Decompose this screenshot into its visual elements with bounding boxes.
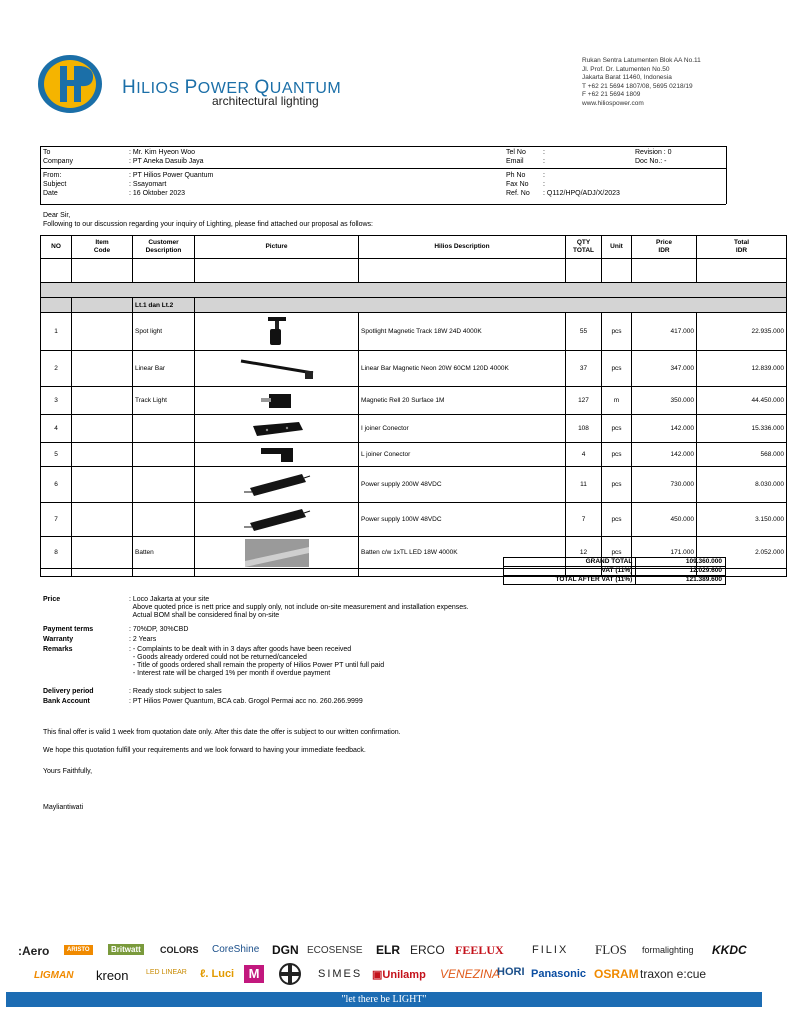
company-address [582, 57, 701, 108]
from-value: : PT Hilios Power Quantum [129, 172, 214, 179]
brand-traxon: traxon e:cue [640, 967, 707, 981]
cell-desc: Batten c/w 1xTL LED 18W 4000K [359, 537, 566, 569]
table-row [41, 351, 787, 387]
cell-code [72, 313, 133, 351]
cell-customer: Spot light [133, 313, 195, 351]
brand-emblem-icon [278, 962, 302, 986]
brand-erco: ERCO [410, 943, 445, 957]
cell-customer [133, 467, 195, 503]
vat-value: 12.029.600 [636, 567, 726, 576]
brand-feelux: FEELUX [455, 943, 504, 957]
cell-unit: pcs [602, 415, 632, 443]
brand-formalighting: formalighting [642, 945, 694, 955]
doc-no: Doc No.: - [635, 158, 667, 165]
power-supply-icon [242, 470, 312, 500]
remark-line: - Title of goods ordered shall remain the property of Hilios Power PT until full paid [129, 662, 385, 669]
brand-osram: OSRAM [594, 967, 639, 981]
footer-slogan-bar: "let there be LIGHT" [6, 992, 762, 1007]
cell-price: 450.000 [632, 503, 697, 537]
telno-label: Tel No [506, 149, 526, 156]
brand-aero: :Aero [18, 944, 50, 958]
cell-code [72, 443, 133, 467]
remarks-list [129, 646, 384, 678]
remark-line: - Goods already ordered could not be returned/canceled [129, 654, 307, 661]
divider [726, 146, 727, 204]
address-line: Rukan Sentra Latumenten Blok AA No.11 [582, 57, 701, 64]
cell-unit: pcs [602, 443, 632, 467]
col-price: Price IDR [632, 236, 697, 259]
cell-code [72, 467, 133, 503]
address-line: Jl. Prof. Dr. Latumenten No.50 [582, 65, 670, 73]
cell-desc: L joiner Conector [359, 443, 566, 467]
cell-unit: pcs [602, 537, 632, 569]
cell-qty: 7 [566, 503, 602, 537]
delivery-value: : Ready stock subject to sales [129, 688, 222, 695]
cell-no: 3 [41, 387, 72, 415]
cell-unit: pcs [602, 467, 632, 503]
brand-coreshine: CoreShine [212, 944, 260, 955]
cell-desc: Magnetic Rell 20 Surface 1M [359, 387, 566, 415]
totals-table [503, 557, 726, 585]
hope-text: We hope this quotation fulfill your requirements and we look forward to having your immediate feedback. [43, 747, 366, 754]
revision: Revision : 0 [635, 149, 672, 156]
greeting: Dear Sir, [43, 212, 71, 219]
quotation-table [40, 235, 787, 577]
brand-kkdc: KKDC [712, 943, 747, 957]
cell-customer [133, 443, 195, 467]
cell-picture [195, 415, 359, 443]
cell-total: 3.150.000 [697, 503, 787, 537]
cell-total: 568.000 [697, 443, 787, 467]
to-label: To [43, 149, 51, 156]
cell-total: 15.336.000 [697, 415, 787, 443]
batten-icon [245, 539, 309, 567]
price-line: Actual BOM shall be considered final by on-site [129, 612, 280, 619]
col-customer-desc: Customer Description [133, 236, 195, 259]
date-value: : 16 Oktober 2023 [129, 190, 186, 197]
brand-colors: COLORS [160, 945, 199, 955]
validity-text: This final offer is valid 1 week from quotation date only. After this date the offer is subject to our written confirmation. [43, 729, 401, 736]
brand-britwatt: Britwatt [108, 944, 144, 955]
address-line: T +62 21 5694 1807/08, 5695 0218/19 [582, 82, 693, 90]
cell-code [72, 387, 133, 415]
cell-unit: pcs [602, 351, 632, 387]
col-total: Total IDR [697, 236, 787, 259]
power-supply-icon [242, 505, 312, 535]
cell-customer: Linear Bar [133, 351, 195, 387]
cell-picture [195, 351, 359, 387]
table-row [41, 467, 787, 503]
cell-picture [195, 467, 359, 503]
brand-m: M [244, 965, 264, 983]
company-label: Company [43, 158, 73, 165]
brand-hori: HORI [497, 966, 525, 978]
cell-no: 2 [41, 351, 72, 387]
brand-unilamp: ▣Unilamp [372, 969, 426, 981]
grand-total-row [504, 558, 726, 567]
refno-label: Ref. No [506, 190, 530, 197]
cell-code [72, 503, 133, 537]
company-tagline: architectural lighting [212, 94, 319, 108]
table-row [41, 503, 787, 537]
brand-venezina: VENEZINA [440, 967, 501, 981]
cell-unit: m [602, 387, 632, 415]
grand-total-value: 109.360.000 [636, 558, 726, 567]
section-label: Lt.1 dan Lt.2 [133, 298, 195, 313]
divider [40, 146, 726, 147]
cell-price: 730.000 [632, 467, 697, 503]
cell-desc: Power supply 100W 48VDC [359, 503, 566, 537]
table-row [41, 443, 787, 467]
cell-desc: Power supply 200W 48VDC [359, 467, 566, 503]
cell-price: 417.000 [632, 313, 697, 351]
table-row [41, 313, 787, 351]
phno-label: Ph No [506, 172, 526, 179]
cell-total: 8.030.000 [697, 467, 787, 503]
after-vat-value: 121.389.600 [636, 576, 726, 585]
cell-customer: Batten [133, 537, 195, 569]
price-terms [129, 596, 469, 620]
payment-label: Payment terms [43, 626, 94, 633]
cell-desc: Linear Bar Magnetic Neon 20W 60CM 120D 4000K [359, 351, 566, 387]
col-no: NO [41, 236, 72, 259]
cell-qty: 4 [566, 443, 602, 467]
address-line: Jakarta Barat 11460, Indonesia [582, 74, 672, 81]
yours-faithfully: Yours Faithfully, [43, 768, 93, 775]
delivery-label: Delivery period [43, 688, 94, 695]
col-hilios-desc: Hilios Description [359, 236, 566, 259]
track-rail-icon [257, 390, 297, 412]
after-vat-label: TOTAL AFTER VAT (11%) [504, 576, 636, 585]
cell-picture [195, 503, 359, 537]
col-item-code: Item Code [72, 236, 133, 259]
brand-luci: ℓ. Luci [200, 968, 235, 980]
brand-ecosense: ECOSENSE [307, 945, 363, 956]
col-picture: Picture [195, 236, 359, 259]
brand-simes: SIMES [318, 968, 363, 980]
cell-unit: pcs [602, 313, 632, 351]
price-line: Above quoted price is nett price and supply only, not include on-site measurement and installation expenses. [129, 604, 469, 611]
warranty-label: Warranty [43, 636, 74, 643]
cell-price: 142.000 [632, 443, 697, 467]
cell-no: 8 [41, 537, 72, 569]
brand-ligman: LIGMAN [34, 970, 74, 981]
warranty-value: : 2 Years [129, 636, 157, 643]
cell-price: 142.000 [632, 415, 697, 443]
brand-filix: FILIX [532, 944, 569, 956]
table-header-row [41, 236, 787, 259]
brand-led-linear: LED LINEAR [146, 969, 187, 976]
company-name: HILIOS POWER QUANTUM [122, 77, 342, 98]
cell-no: 7 [41, 503, 72, 537]
l-joiner-icon [257, 445, 297, 465]
address-line: www.hiliospower.com [582, 99, 644, 107]
col-unit: Unit [602, 236, 632, 259]
price-label: Price [43, 596, 61, 603]
phno-value: : [543, 172, 545, 179]
cell-qty: 11 [566, 467, 602, 503]
brand-panasonic: Panasonic [531, 968, 587, 980]
brand-dgn: DGN [272, 943, 299, 957]
cell-total: 44.450.000 [697, 387, 787, 415]
cell-unit: pcs [602, 503, 632, 537]
after-vat-row [504, 576, 726, 585]
cell-total: 12.839.000 [697, 351, 787, 387]
section-row [41, 298, 787, 313]
cell-price: 171.000 [632, 537, 697, 569]
signer-name: Mayliantiwati [43, 804, 84, 811]
cell-picture [195, 387, 359, 415]
email-value: : [543, 158, 545, 165]
cell-total: 2.052.000 [697, 537, 787, 569]
remark-line: : - Complaints to be dealt with in 3 days after goods have been received [129, 646, 352, 653]
intro-text: Following to our discussion regarding your inquiry of Lighting, please find attached our proposal as follows: [43, 221, 373, 228]
i-joiner-icon [247, 418, 307, 440]
brand-flos: FLOS [595, 942, 627, 957]
cell-customer [133, 415, 195, 443]
remarks-label: Remarks [43, 646, 73, 653]
cell-no: 6 [41, 467, 72, 503]
section-band [41, 283, 787, 298]
cell-qty: 12 [566, 537, 602, 569]
faxno-value: : [543, 181, 545, 188]
company-logo [36, 54, 104, 114]
spotlight-icon [262, 316, 292, 348]
cell-no: 5 [41, 443, 72, 467]
linear-bar-icon [237, 357, 317, 381]
from-label: From: [43, 172, 62, 179]
bank-value: : PT Hilios Power Quantum, BCA cab. Grogol Permai acc no. 260.266.9999 [129, 698, 363, 705]
col-qty: QTY TOTAL [566, 236, 602, 259]
grand-total-label: GRAND TOTAL [504, 558, 636, 567]
cell-qty: 37 [566, 351, 602, 387]
vat-label: VAT (11%) [504, 567, 636, 576]
table-row [41, 387, 787, 415]
telno-value: : [543, 149, 545, 156]
subject-value: : Ssayomart [129, 181, 167, 188]
company-value: : PT Aneka Dasuib Jaya [129, 158, 204, 165]
cell-desc: I joiner Conector [359, 415, 566, 443]
subject-label: Subject [43, 181, 67, 188]
divider [40, 204, 726, 205]
bank-label: Bank Account [43, 698, 90, 705]
cell-qty: 108 [566, 415, 602, 443]
cell-picture [195, 313, 359, 351]
email-label: Email [506, 158, 524, 165]
divider [40, 168, 726, 169]
cell-desc: Spotlight Magnetic Track 18W 24D 4000K [359, 313, 566, 351]
brand-aristo: ARISTO [64, 945, 93, 955]
cell-picture [195, 537, 359, 569]
cell-customer [133, 503, 195, 537]
spacer-row [41, 259, 787, 283]
payment-value: : 70%DP, 30%CBD [129, 626, 189, 633]
remark-line: - Interest rate will be charged 1% per month if overdue payment [129, 670, 331, 677]
cell-picture [195, 443, 359, 467]
date-label: Date [43, 190, 58, 197]
cell-qty: 55 [566, 313, 602, 351]
cell-code [72, 415, 133, 443]
cell-price: 347.000 [632, 351, 697, 387]
faxno-label: Fax No [506, 181, 529, 188]
brand-kreon: kreon [96, 968, 129, 983]
table-row [41, 415, 787, 443]
vat-row [504, 567, 726, 576]
cell-total: 22.935.000 [697, 313, 787, 351]
divider [40, 146, 41, 204]
price-line: : Loco Jakarta at your site [129, 596, 210, 603]
cell-code [72, 537, 133, 569]
cell-no: 4 [41, 415, 72, 443]
address-line: F +62 21 5694 1809 [582, 91, 641, 98]
cell-price: 350.000 [632, 387, 697, 415]
cell-qty: 127 [566, 387, 602, 415]
refno-value: : Q112/HPQ/ADJ/X/2023 [543, 190, 620, 197]
cell-no: 1 [41, 313, 72, 351]
cell-code [72, 351, 133, 387]
to-value: : Mr. Kim Hyeon Woo [129, 149, 196, 156]
brand-elr: ELR [376, 943, 400, 957]
cell-customer: Track Light [133, 387, 195, 415]
